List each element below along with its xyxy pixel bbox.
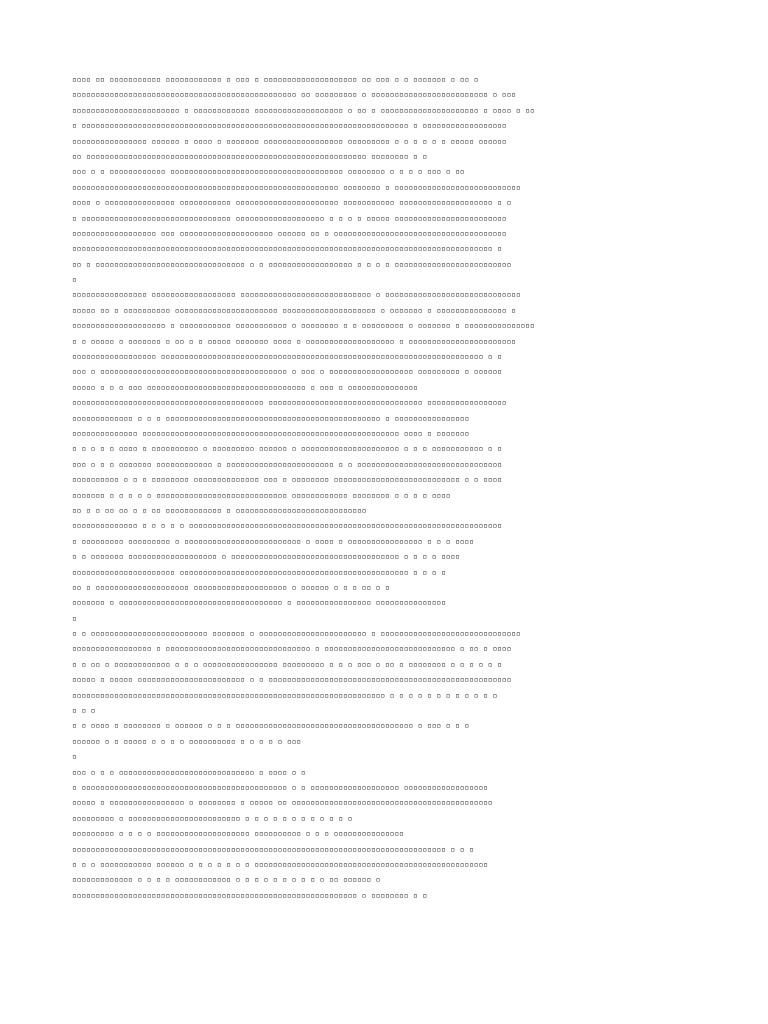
text-line: ▫▫▫▫▫▫▫ ▫ ▫ ▫ ▫ ▫ ▫▫▫▫▫▫▫▫▫▫▫▫▫▫▫▫▫▫▫▫▫▫▫▫▫▫▫▫ ▫▫▫▫▫▫▫▫▫▫▫▫ ▫▫▫▫▫▫▫▫ ▫ ▫ ▫ ▫ ▫▫▫▫ <box>72 490 451 500</box>
text-line: ▫▫▫▫▫▫▫▫▫▫▫▫▫▫▫▫▫▫▫▫▫▫▫▫▫▫▫▫▫▫▫▫▫▫▫▫▫▫▫▫▫▫▫▫▫▫▫▫▫▫▫▫▫▫▫▫▫ ▫▫▫▫▫▫▫▫ ▫ ▫▫▫▫▫▫▫▫▫▫▫▫▫▫▫▫▫▫▫▫▫▫▫▫▫▫▫ <box>72 182 521 192</box>
text-line: ▫▫ ▫ ▫▫▫▫▫▫▫▫▫▫▫▫▫▫▫▫▫▫▫▫ ▫▫▫▫▫▫▫▫▫▫▫▫▫▫▫▫▫▫▫▫ ▫ ▫▫▫▫▫▫ ▫ ▫ ▫ ▫▫ ▫ ▫ <box>72 582 390 592</box>
text-line: ▫▫▫▫▫▫▫▫▫▫▫▫▫ ▫ ▫ ▫ ▫ ▫▫▫▫▫▫▫▫▫▫▫▫ ▫ ▫ ▫ ▫ ▫ ▫ ▫ ▫ ▫ ▫ ▫▫ ▫▫▫▫▫▫ ▫ <box>72 875 381 885</box>
text-line: ▫▫▫▫▫▫▫▫▫▫▫▫▫▫▫▫▫▫▫▫▫▫▫▫▫▫▫▫▫▫▫▫▫▫▫▫▫▫▫▫▫▫▫▫▫▫▫▫ ▫▫ ▫▫▫▫▫▫▫▫▫ ▫ ▫▫▫▫▫▫▫▫▫▫▫▫▫▫▫▫▫▫▫▫▫▫▫▫▫ ▫ ▫▫▫ <box>72 90 516 100</box>
text-line: ▫ ▫▫▫▫▫▫▫▫▫▫▫▫▫▫▫▫▫▫▫▫▫▫▫▫▫▫▫▫▫▫▫▫▫▫▫▫▫▫▫▫▫▫▫▫▫▫▫▫▫▫▫▫▫▫▫▫▫▫▫▫▫▫▫▫▫▫▫▫▫▫ ▫ ▫▫▫▫▫▫▫▫▫▫▫▫▫▫▫▫▫▫ <box>72 121 507 131</box>
text-line: ▫ ▫▫▫▫▫▫▫▫▫ ▫▫▫▫▫▫▫▫▫ ▫ ▫▫▫▫▫▫▫▫▫▫▫▫▫▫▫▫▫▫▫▫▫▫▫▫▫ ▫ ▫▫▫▫ ▫ ▫▫▫▫▫▫▫▫▫▫▫▫▫▫▫▫ ▫ ▫ ▫ ▫▫▫▫ <box>72 536 474 546</box>
text-line: ▫▫▫▫▫ ▫ ▫ ▫ ▫▫▫ ▫▫▫▫▫▫▫▫▫▫▫▫▫▫▫▫▫▫▫▫▫▫▫▫▫▫▫▫▫▫▫▫▫▫ ▫ ▫▫▫ ▫ ▫▫▫▫▫▫▫▫▫▫▫▫▫▫▫ <box>72 382 418 392</box>
text-line: ▫▫▫▫▫▫▫▫▫▫▫▫▫▫▫▫▫▫▫▫▫▫▫▫▫▫▫▫▫▫▫▫▫▫▫▫▫▫▫▫▫ ▫▫▫▫▫▫▫▫▫▫▫▫▫▫▫▫▫▫▫▫▫▫▫▫▫▫▫▫▫▫▫▫▫ ▫▫▫▫▫▫▫▫▫▫▫▫▫▫▫▫▫ <box>72 398 507 408</box>
text-line: ▫▫▫▫▫▫▫▫▫▫▫▫▫▫▫▫▫ ▫ ▫▫▫▫▫▫▫▫▫▫▫▫▫▫▫▫▫▫▫▫▫▫▫▫▫▫▫▫▫▫▫ ▫ ▫▫▫▫▫▫▫▫▫▫▫▫▫▫▫▫▫▫▫▫▫▫▫▫▫▫▫▫ ▫ ▫▫ ▫ ▫▫▫▫ <box>72 644 512 654</box>
text-line: ▫▫▫▫▫▫▫▫▫▫▫▫▫ ▫ ▫ ▫ ▫▫▫▫▫▫▫▫▫▫▫▫▫▫▫▫▫▫▫▫▫▫▫▫▫▫▫▫▫▫▫▫▫▫▫▫▫▫▫▫▫▫▫▫▫▫ ▫ ▫▫▫▫▫▫▫▫▫▫▫▫▫▫▫▫ <box>72 413 470 423</box>
text-line: ▫▫▫ ▫ ▫ ▫▫▫▫▫▫▫▫▫▫▫▫ ▫▫▫▫▫▫▫▫▫▫▫▫▫▫▫▫▫▫▫▫▫▫▫▫▫▫▫▫▫▫▫▫▫▫▫▫▫ ▫▫▫▫▫▫▫▫ ▫ ▫ ▫ ▫ ▫▫▫ ▫ ▫▫ <box>72 167 465 177</box>
text-line: ▫▫▫▫▫▫ ▫ ▫ ▫▫▫▫▫ ▫ ▫ ▫ ▫ ▫▫▫▫▫▫▫▫▫▫ ▫ ▫ ▫ ▫ ▫ ▫▫▫ <box>72 736 301 746</box>
text-line: ▫▫▫▫▫▫▫▫▫▫ ▫ ▫ ▫ ▫▫▫▫▫▫▫▫ ▫▫▫▫▫▫▫▫▫▫▫▫▫▫ ▫▫▫ ▫ ▫▫▫▫▫▫▫▫ ▫▫▫▫▫▫▫▫▫▫▫▫▫▫▫▫▫▫▫▫▫▫▫▫▫▫▫ ▫ ▫ ▫▫▫▫ <box>72 475 502 485</box>
text-line: ▫▫ ▫▫▫▫▫▫▫▫▫▫▫▫▫▫▫▫▫▫▫▫▫▫▫▫▫▫▫▫▫▫▫▫▫▫▫▫▫▫▫▫▫▫▫▫▫▫▫▫▫▫▫▫▫▫▫▫▫▫▫▫ ▫▫▫▫▫▫▫▫ ▫ ▫ <box>72 151 428 161</box>
text-line: ▫▫ ▫ ▫ ▫▫ ▫▫ ▫ ▫ ▫▫ ▫▫▫▫▫▫▫▫▫▫▫▫ ▫ ▫▫▫▫▫▫▫▫▫▫▫▫▫▫▫▫▫▫▫▫▫▫▫▫▫▫▫▫ <box>72 505 367 515</box>
text-line: ▫▫ ▫ ▫▫▫▫▫▫▫▫▫▫▫▫▫▫▫▫▫▫▫▫▫▫▫▫▫▫▫▫▫▫▫▫ ▫ ▫ ▫▫▫▫▫▫▫▫▫▫▫▫▫▫▫▫▫▫ ▫ ▫ ▫ ▫ ▫▫▫▫▫▫▫▫▫▫▫▫▫▫▫▫▫▫▫▫▫▫▫▫▫ <box>72 259 512 269</box>
text-line: ▫▫▫▫▫▫▫▫▫▫▫▫▫▫▫▫▫▫▫▫▫▫▫ ▫ ▫▫▫▫▫▫▫▫▫▫▫▫ ▫▫▫▫▫▫▫▫▫▫▫▫▫▫▫▫▫▫▫ ▫ ▫▫ ▫ ▫▫▫▫▫▫▫▫▫▫▫▫▫▫▫▫▫▫▫▫▫ ▫ ▫▫▫▫ ▫ ▫▫ <box>72 105 535 115</box>
text-line: ▫ ▫ ▫▫▫▫▫▫▫▫▫▫▫▫▫▫▫▫▫▫▫▫▫▫▫▫▫ ▫▫▫▫▫▫▫ ▫ ▫▫▫▫▫▫▫▫▫▫▫▫▫▫▫▫▫▫▫▫▫▫▫ ▫ ▫▫▫▫▫▫▫▫▫▫▫▫▫▫▫▫▫▫▫▫▫▫▫▫▫▫▫▫▫▫ <box>72 629 521 639</box>
text-line: ▫▫▫▫▫▫▫▫▫ ▫ ▫▫▫▫▫▫▫▫▫▫▫▫▫▫▫▫▫▫▫▫▫▫▫▫ ▫ ▫ ▫ ▫ ▫ ▫ ▫ ▫ ▫ ▫ ▫ ▫ <box>72 813 353 823</box>
text-line: ▫▫▫▫▫▫▫▫▫▫▫▫▫▫▫▫▫▫ ▫▫▫ ▫▫▫▫▫▫▫▫▫▫▫▫▫▫▫▫▫▫▫▫ ▫▫▫▫▫▫ ▫▫ ▫ ▫▫▫▫▫▫▫▫▫▫▫▫▫▫▫▫▫▫▫▫▫▫▫▫▫▫▫▫▫▫▫▫▫▫▫▫▫ <box>72 228 507 238</box>
text-line: ▫ ▫ ▫▫ ▫ ▫▫▫▫▫▫▫▫▫▫▫▫ ▫ ▫ ▫ ▫▫▫▫▫▫▫▫▫▫▫▫▫▫▫▫ ▫▫▫▫▫▫▫▫▫ ▫ ▫ ▫ ▫▫▫ ▫ ▫▫ ▫ ▫▫▫▫▫▫▫▫ ▫ ▫ ▫ ▫ ▫ ▫ <box>72 659 502 669</box>
text-line: ▫▫▫▫▫▫▫▫▫▫▫▫▫▫▫▫▫▫ ▫▫▫▫▫▫▫▫▫▫▫▫▫▫▫▫▫▫▫▫▫▫▫▫▫▫▫▫▫▫▫▫▫▫▫▫▫▫▫▫▫▫▫▫▫▫▫▫▫▫▫▫▫▫▫▫▫▫▫▫▫▫▫▫▫▫▫▫▫ ▫ ▫ <box>72 352 502 362</box>
text-line: ▫▫▫▫▫▫▫▫▫▫▫▫▫▫▫▫ ▫▫▫▫▫▫▫▫▫▫▫▫▫▫▫▫▫▫ ▫▫▫▫▫▫▫▫▫▫▫▫▫▫▫▫▫▫▫▫▫▫▫▫▫▫▫▫ ▫ ▫▫▫▫▫▫▫▫▫▫▫▫▫▫▫▫▫▫▫▫▫▫▫▫▫▫▫▫▫ <box>72 290 521 300</box>
text-line: ▫▫▫▫▫ ▫ ▫▫▫▫▫▫▫▫▫▫▫▫▫▫▫▫ ▫ ▫▫▫▫▫▫▫▫ ▫ ▫▫▫▫▫ ▫▫ ▫▫▫▫▫▫▫▫▫▫▫▫▫▫▫▫▫▫▫▫▫▫▫▫▫▫▫▫▫▫▫▫▫▫▫▫▫▫▫▫▫▫▫ <box>72 798 493 808</box>
text-line: ▫▫▫ ▫ ▫▫▫▫▫▫▫▫▫▫▫▫▫▫▫▫▫▫▫▫▫▫▫▫▫▫▫▫▫▫▫▫▫▫▫▫▫▫▫▫ ▫ ▫▫▫ ▫ ▫▫▫▫▫▫▫▫▫▫▫▫▫▫▫▫▫▫ ▫▫▫▫▫▫▫▫▫ ▫ ▫▫▫▫▫▫ <box>72 367 502 377</box>
text-line: ▫ <box>72 613 77 623</box>
text-line: ▫ <box>72 752 77 762</box>
text-line: ▫ ▫ ▫ <box>72 706 96 716</box>
text-line: ▫ ▫ ▫ ▫ ▫ ▫▫▫▫ ▫ ▫▫▫▫▫▫▫▫▫▫ ▫ ▫▫▫▫▫▫▫▫▫ ▫▫▫▫▫▫ ▫ ▫▫▫▫▫▫▫▫▫▫▫▫▫▫▫▫▫▫▫▫▫ ▫ ▫ ▫ ▫▫▫▫▫▫▫▫▫▫▫ ▫ ▫ <box>72 444 502 454</box>
text-line: ▫ ▫ ▫▫▫▫▫▫▫ ▫▫▫▫▫▫▫▫▫▫▫▫▫▫▫▫▫▫▫ ▫ ▫▫▫▫▫▫▫▫▫▫▫▫▫▫▫▫▫▫▫▫▫▫▫▫▫▫▫▫▫▫▫▫▫▫▫▫ ▫ ▫ ▫ ▫ ▫▫▫▫ <box>72 552 460 562</box>
text-line: ▫▫▫▫▫▫▫▫▫▫▫▫▫▫▫▫▫▫▫▫▫▫▫▫▫▫▫▫▫▫▫▫▫▫▫▫▫▫▫▫▫▫▫▫▫▫▫▫▫▫▫▫▫▫▫▫▫▫▫▫▫▫▫▫▫▫▫▫▫▫▫▫▫▫▫▫▫▫▫▫ ▫ ▫ ▫ <box>72 844 474 854</box>
text-line: ▫▫▫▫▫ ▫▫ ▫ ▫▫▫▫▫▫▫▫▫▫ ▫▫▫▫▫▫▫▫▫▫▫▫▫▫▫▫▫▫▫▫▫▫ ▫▫▫▫▫▫▫▫▫▫▫▫▫▫▫▫▫▫▫▫ ▫ ▫▫▫▫▫▫▫ ▫ ▫▫▫▫▫▫▫▫▫▫▫▫▫▫▫ ▫ <box>72 305 516 315</box>
text-line: ▫▫▫▫▫ ▫ ▫▫▫▫▫ ▫▫▫▫▫▫▫▫▫▫▫▫▫▫▫▫▫▫▫▫▫▫▫ ▫ ▫ ▫▫▫▫▫▫▫▫▫▫▫▫▫▫▫▫▫▫▫▫▫▫▫▫▫▫▫▫▫▫▫▫▫▫▫▫▫▫▫▫▫▫▫▫▫▫▫▫▫▫▫▫ <box>72 675 512 685</box>
text-line: ▫▫▫▫▫▫▫▫▫▫▫▫▫▫▫▫▫▫▫▫ ▫ ▫▫▫▫▫▫▫▫▫▫▫ ▫▫▫▫▫▫▫▫▫▫▫ ▫ ▫▫▫▫▫▫▫▫ ▫ ▫ ▫▫▫▫▫▫▫▫▫ ▫ ▫▫▫▫▫▫▫ ▫ ▫▫▫▫▫▫▫▫▫▫▫▫▫▫▫ <box>72 321 535 331</box>
text-line: ▫ ▫ ▫▫▫▫▫ ▫ ▫▫▫▫▫▫▫ ▫ ▫▫ ▫ ▫ ▫▫▫▫▫ ▫▫▫▫▫▫▫ ▫▫▫▫ ▫ ▫▫▫▫▫▫▫▫▫▫▫▫▫▫▫▫▫▫▫ ▫ ▫▫▫▫▫▫▫▫▫▫▫▫▫▫▫▫▫▫▫▫▫▫▫ <box>72 336 516 346</box>
text-line: ▫▫▫ ▫ ▫ ▫ ▫▫▫▫▫▫▫▫▫▫▫▫▫▫▫▫▫▫▫▫▫▫▫▫▫▫▫▫▫ ▫ ▫▫▫▫ ▫ ▫ <box>72 767 306 777</box>
text-line: ▫▫▫▫▫▫▫▫▫ ▫ ▫ ▫ ▫ ▫▫▫▫▫▫▫▫▫▫▫▫▫▫▫▫▫▫▫▫ ▫▫▫▫▫▫▫▫▫▫ ▫ ▫ ▫ ▫▫▫▫▫▫▫▫▫▫▫▫▫▫▫ <box>72 829 404 839</box>
text-line: ▫▫▫▫▫▫▫▫▫▫▫▫▫▫▫▫▫▫▫▫▫▫▫▫▫▫▫▫▫▫▫▫▫▫▫▫▫▫▫▫▫▫▫▫▫▫▫▫▫▫▫▫▫▫▫▫▫▫▫▫▫▫▫▫▫▫▫▫▫▫▫▫▫▫▫▫▫▫▫▫▫▫▫▫▫▫▫▫▫▫ ▫ <box>72 244 502 254</box>
text-line: ▫▫▫▫ ▫▫ ▫▫▫▫▫▫▫▫▫▫▫ ▫▫▫▫▫▫▫▫▫▫▫▫ ▫ ▫▫▫ ▫ ▫▫▫▫▫▫▫▫▫▫▫▫▫▫▫▫▫▫▫▫ ▫▫ ▫▫▫ ▫ ▫ ▫▫▫▫▫▫▫ ▫ ▫▫ ▫ <box>72 75 479 84</box>
text-line: ▫ ▫▫▫▫▫▫▫▫▫▫▫▫▫▫▫▫▫▫▫▫▫▫▫▫▫▫▫▫▫▫▫▫ ▫▫▫▫▫▫▫▫▫▫▫▫▫▫▫▫▫▫▫ ▫ ▫ ▫ ▫ ▫▫▫▫▫ ▫▫▫▫▫▫▫▫▫▫▫▫▫▫▫▫▫▫▫▫▫▫▫▫ <box>72 213 507 223</box>
text-line: ▫▫▫▫ ▫ ▫▫▫▫▫▫▫▫▫▫▫▫▫▫▫ ▫▫▫▫▫▫▫▫▫▫▫ ▫▫▫▫▫▫▫▫▫▫▫▫▫▫▫▫▫▫▫▫▫▫ ▫▫▫▫▫▫▫▫▫▫▫ ▫▫▫▫▫▫▫▫▫▫▫▫▫▫▫▫▫▫▫▫ ▫ ▫ <box>72 198 512 208</box>
text-line: ▫ ▫ ▫▫▫▫ ▫ ▫▫▫▫▫▫▫▫ ▫ ▫▫▫▫▫▫ ▫ ▫ ▫ ▫▫▫▫▫▫▫▫▫▫▫▫▫▫▫▫▫▫▫▫▫▫▫▫▫▫▫▫▫▫▫▫▫▫▫▫▫▫ ▫ ▫▫▫ ▫ ▫ ▫ <box>72 721 470 731</box>
text-line: ▫ <box>72 275 77 285</box>
text-line: ▫▫▫▫▫▫▫▫▫▫▫▫▫▫▫▫ ▫▫▫▫▫▫ ▫ ▫▫▫▫ ▫ ▫▫▫▫▫▫▫ ▫▫▫▫▫▫▫▫▫▫▫▫▫▫▫▫▫ ▫▫▫▫▫▫▫▫▫ ▫ ▫ ▫ ▫ ▫ ▫ ▫▫▫▫▫ ▫▫▫▫▫▫ <box>72 136 507 146</box>
text-line: ▫ ▫▫▫▫▫▫▫▫▫▫▫▫▫▫▫▫▫▫▫▫▫▫▫▫▫▫▫▫▫▫▫▫▫▫▫▫▫▫▫▫▫▫▫▫ ▫ ▫ ▫▫▫▫▫▫▫▫▫▫▫▫▫▫▫▫▫▫▫ ▫▫▫▫▫▫▫▫▫▫▫▫▫▫▫▫▫▫ <box>72 782 488 792</box>
text-line: ▫▫▫▫▫▫▫▫▫▫▫▫▫▫▫▫▫▫▫▫▫▫ ▫▫▫▫▫▫▫▫▫▫▫▫▫▫▫▫▫▫▫▫▫▫▫▫▫▫▫▫▫▫▫▫▫▫▫▫▫▫▫▫▫▫▫▫▫▫▫▫▫ ▫ ▫ ▫ ▫ <box>72 567 446 577</box>
text-line: ▫ ▫ ▫ ▫▫▫▫▫▫▫▫▫▫▫ ▫▫▫▫▫▫ ▫ ▫ ▫ ▫ ▫ ▫ ▫ ▫▫▫▫▫▫▫▫▫▫▫▫▫▫▫▫▫▫▫▫▫▫▫▫▫▫▫▫▫▫▫▫▫▫▫▫▫▫▫▫▫▫▫▫▫▫▫▫▫▫ <box>72 859 488 869</box>
text-line: ▫▫▫▫▫▫▫▫▫▫▫▫▫▫ ▫ ▫ ▫ ▫ ▫ ▫▫▫▫▫▫▫▫▫▫▫▫▫▫▫▫▫▫▫▫▫▫▫▫▫▫▫▫▫▫▫▫▫▫▫▫▫▫▫▫▫▫▫▫▫▫▫▫▫▫▫▫▫▫▫▫▫▫▫▫▫▫▫▫▫▫▫ <box>72 521 502 531</box>
text-body <box>72 72 704 903</box>
text-line: ▫▫▫ ▫ ▫ ▫ ▫▫▫▫▫▫▫ ▫▫▫▫▫▫▫▫▫▫▫▫ ▫ ▫▫▫▫▫▫▫▫▫▫▫▫▫▫▫▫▫▫▫▫▫▫▫ ▫ ▫ ▫▫▫▫▫▫▫▫▫▫▫▫▫▫▫▫▫▫▫▫▫▫▫▫▫▫▫▫▫▫▫ <box>72 459 502 469</box>
text-line: ▫▫▫▫▫▫▫▫▫▫▫▫▫▫▫▫▫▫▫▫▫▫▫▫▫▫▫▫▫▫▫▫▫▫▫▫▫▫▫▫▫▫▫▫▫▫▫▫▫▫▫▫▫▫▫▫▫▫▫▫▫▫▫▫▫▫▫ ▫ ▫ ▫ ▫ ▫ ▫ ▫ ▫ ▫ ▫ ▫ ▫ <box>72 690 498 700</box>
text-line: ▫▫▫▫▫▫▫▫▫▫▫▫▫▫▫▫▫▫▫▫▫▫▫▫▫▫▫▫▫▫▫▫▫▫▫▫▫▫▫▫▫▫▫▫▫▫▫▫▫▫▫▫▫▫▫▫▫▫▫▫▫ ▫ ▫▫▫▫▫▫▫▫ ▫ ▫ <box>72 890 428 900</box>
text-line: ▫▫▫▫▫▫▫▫▫▫▫▫▫▫ ▫▫▫▫▫▫▫▫▫▫▫▫▫▫▫▫▫▫▫▫▫▫▫▫▫▫▫▫▫▫▫▫▫▫▫▫▫▫▫▫▫▫▫▫▫▫▫▫▫▫▫▫▫▫▫ ▫▫▫▫ ▫ ▫▫▫▫▫▫▫ <box>72 428 470 438</box>
text-line: ▫▫▫▫▫▫▫ ▫ ▫▫▫▫▫▫▫▫▫▫▫▫▫▫▫▫▫▫▫▫▫▫▫▫▫▫▫▫▫▫▫▫▫▫▫ ▫ ▫▫▫▫▫▫▫▫▫▫▫▫▫▫▫▫ ▫▫▫▫▫▫▫▫▫▫▫▫▫▫▫ <box>72 598 446 608</box>
